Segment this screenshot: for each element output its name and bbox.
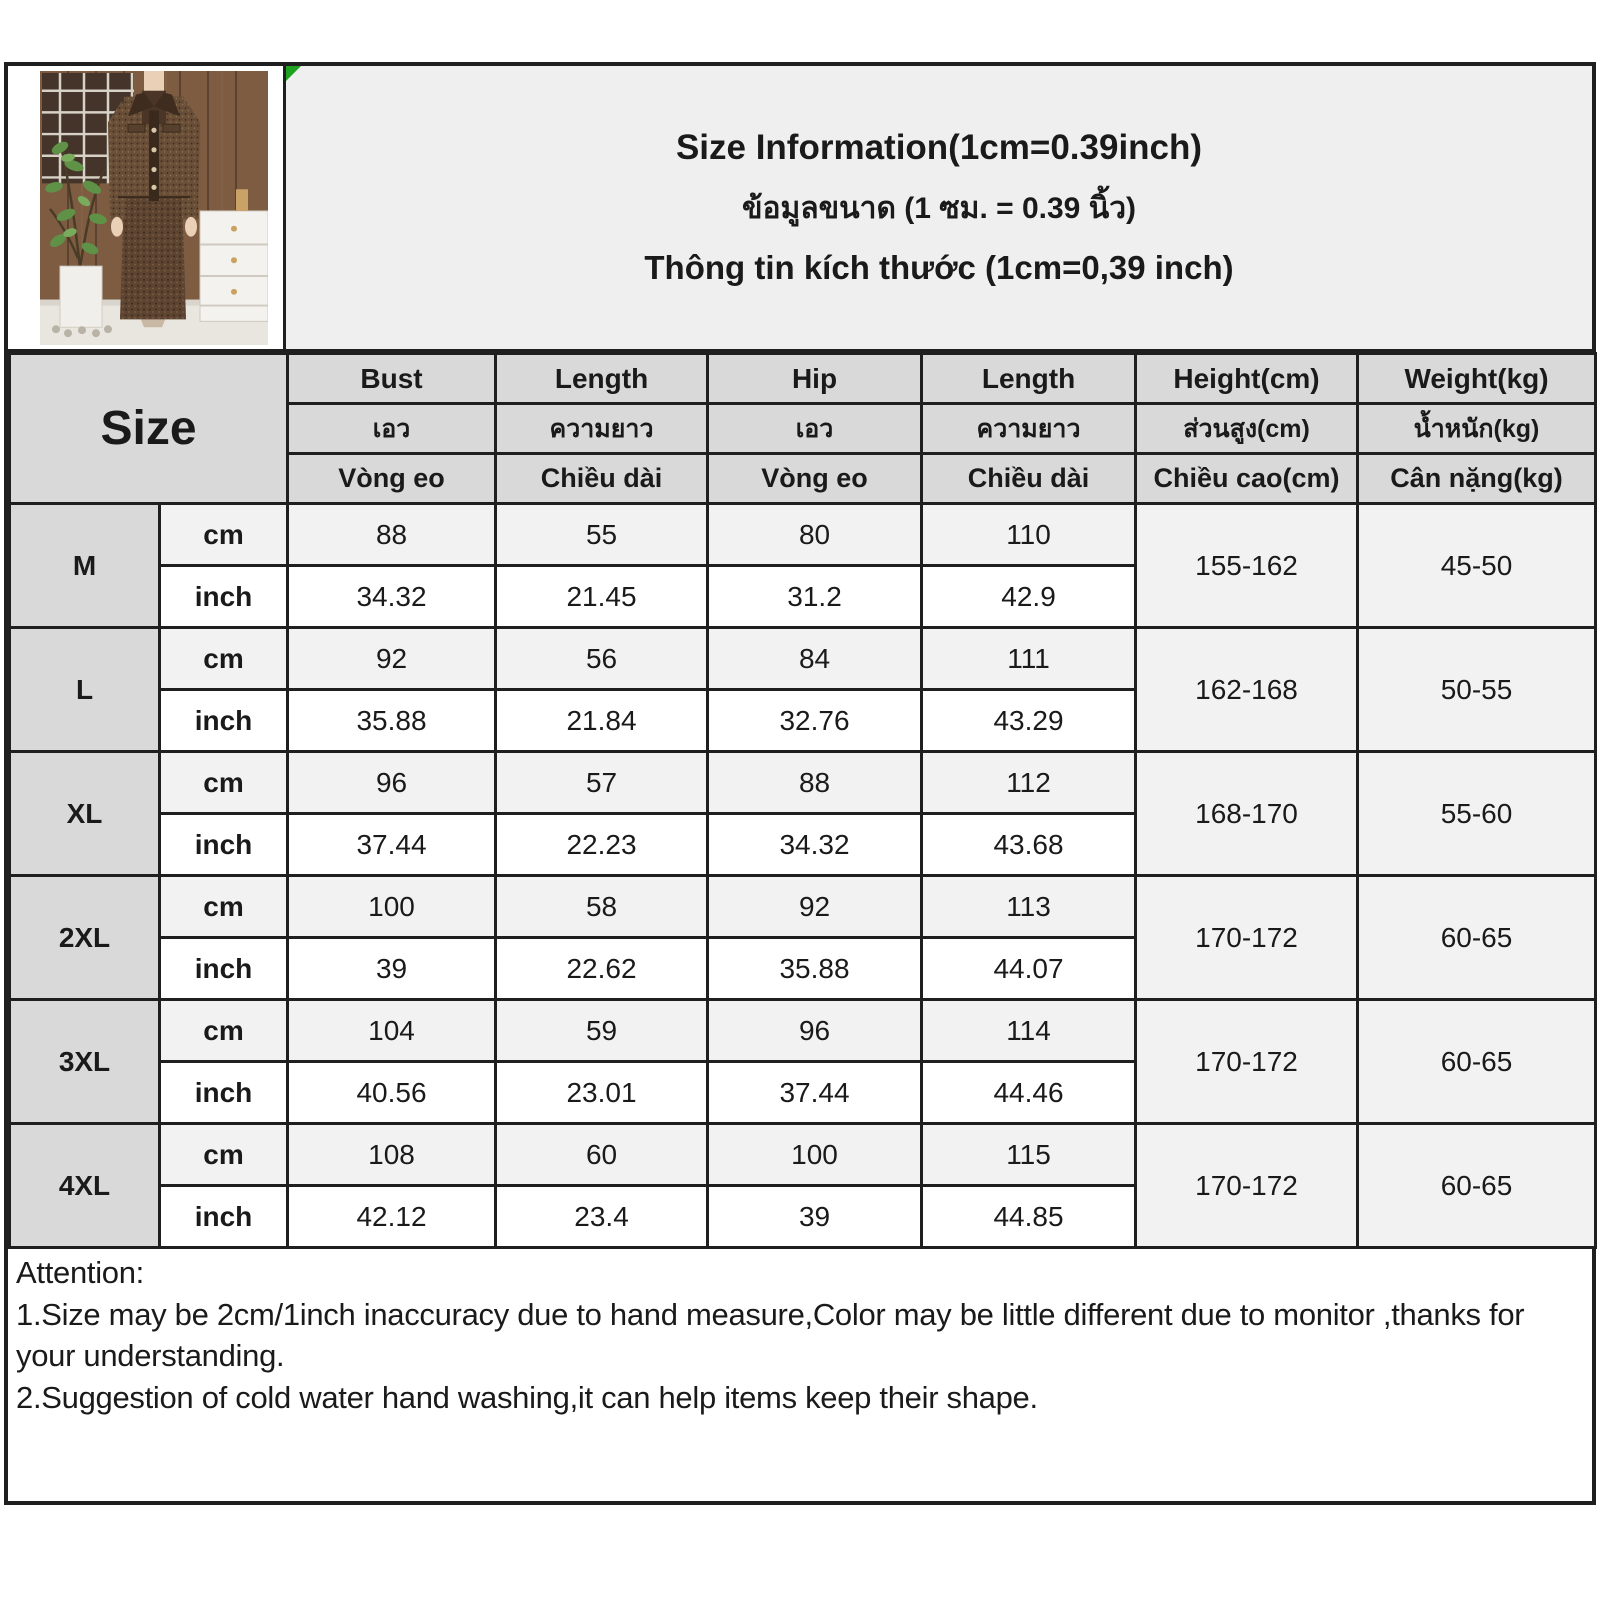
bust-inch-value: 35.88	[288, 690, 496, 752]
size-label-2xl: 2XL	[10, 876, 160, 1000]
hip-cm-value: 88	[708, 752, 922, 814]
hip-inch-value: 32.76	[708, 690, 922, 752]
hip-inch-value: 31.2	[708, 566, 922, 628]
bust-cm-value: 100	[288, 876, 496, 938]
size-label-m: M	[10, 504, 160, 628]
length-2-cm-value: 114	[922, 1000, 1136, 1062]
product-photo-illustration	[40, 71, 268, 345]
length-inch-value: 23.01	[496, 1062, 708, 1124]
attention-title: Attention:	[16, 1255, 144, 1290]
hip-inch-value: 39	[708, 1186, 922, 1248]
bust-cm-value: 108	[288, 1124, 496, 1186]
length-inch-value: 23.4	[496, 1186, 708, 1248]
height-range-value: 155-162	[1136, 504, 1358, 628]
unit-cm-label: cm	[160, 1124, 288, 1186]
unit-inch-label: inch	[160, 690, 288, 752]
height-range-value: 170-172	[1136, 876, 1358, 1000]
column-header-hip-th: เอว	[708, 404, 922, 454]
table-row	[10, 1124, 1596, 1186]
table-row	[10, 876, 1596, 938]
column-header-weight-vi: Cân nặng(kg)	[1358, 454, 1596, 504]
column-header-height: Height(cm)	[1136, 354, 1358, 404]
size-label-l: L	[10, 628, 160, 752]
unit-inch-label: inch	[160, 938, 288, 1000]
hip-inch-value: 37.44	[708, 1062, 922, 1124]
unit-inch-label: inch	[160, 1186, 288, 1248]
table-row	[10, 752, 1596, 814]
table-row	[10, 628, 1596, 690]
length-cm-value: 60	[496, 1124, 708, 1186]
length-cm-value: 58	[496, 876, 708, 938]
height-range-value: 170-172	[1136, 1000, 1358, 1124]
weight-range-value: 60-65	[1358, 876, 1596, 1000]
length-cm-value: 56	[496, 628, 708, 690]
length-2-cm-value: 110	[922, 504, 1136, 566]
column-header-bust: Bust	[288, 354, 496, 404]
hip-cm-value: 96	[708, 1000, 922, 1062]
unit-inch-label: inch	[160, 1062, 288, 1124]
size-label-3xl: 3XL	[10, 1000, 160, 1124]
header-row-english	[10, 354, 1596, 404]
column-header-bust-th: เอว	[288, 404, 496, 454]
weight-range-value: 60-65	[1358, 1124, 1596, 1248]
green-corner-marker-icon	[286, 66, 301, 81]
attention-section	[8, 1249, 1592, 1501]
height-range-value: 162-168	[1136, 628, 1358, 752]
length-cm-value: 59	[496, 1000, 708, 1062]
length-2-cm-value: 111	[922, 628, 1136, 690]
column-header-length-vi: Chiều dài	[496, 454, 708, 504]
weight-range-value: 55-60	[1358, 752, 1596, 876]
unit-cm-label: cm	[160, 752, 288, 814]
length-inch-value: 22.62	[496, 938, 708, 1000]
column-header-length-2: Length	[922, 354, 1136, 404]
length-cm-value: 55	[496, 504, 708, 566]
unit-inch-label: inch	[160, 814, 288, 876]
hip-inch-value: 35.88	[708, 938, 922, 1000]
column-header-length: Length	[496, 354, 708, 404]
length-2-inch-value: 43.68	[922, 814, 1136, 876]
bust-inch-value: 34.32	[288, 566, 496, 628]
title-block	[286, 66, 1592, 349]
length-2-inch-value: 42.9	[922, 566, 1136, 628]
bust-inch-value: 39	[288, 938, 496, 1000]
length-2-cm-value: 115	[922, 1124, 1136, 1186]
column-header-weight: Weight(kg)	[1358, 354, 1596, 404]
table-row	[10, 1000, 1596, 1062]
hip-cm-value: 84	[708, 628, 922, 690]
unit-cm-label: cm	[160, 628, 288, 690]
weight-range-value: 45-50	[1358, 504, 1596, 628]
size-chart-panel	[4, 62, 1596, 1505]
unit-cm-label: cm	[160, 1000, 288, 1062]
weight-range-value: 60-65	[1358, 1000, 1596, 1124]
unit-inch-label: inch	[160, 566, 288, 628]
hip-cm-value: 80	[708, 504, 922, 566]
page-title-vietnamese: Thông tin kích thước (1cm=0,39 inch)	[644, 249, 1234, 286]
bust-inch-value: 37.44	[288, 814, 496, 876]
unit-cm-label: cm	[160, 504, 288, 566]
weight-range-value: 50-55	[1358, 628, 1596, 752]
height-range-value: 170-172	[1136, 1124, 1358, 1248]
column-header-height-th: ส่วนสูง(cm)	[1136, 404, 1358, 454]
height-range-value: 168-170	[1136, 752, 1358, 876]
attention-note-2: 2.Suggestion of cold water hand washing,it can help items keep their shape.	[16, 1379, 1038, 1415]
bust-cm-value: 104	[288, 1000, 496, 1062]
column-header-length-2-vi: Chiều dài	[922, 454, 1136, 504]
product-photo	[8, 66, 286, 349]
length-2-inch-value: 44.07	[922, 938, 1136, 1000]
length-inch-value: 21.45	[496, 566, 708, 628]
length-2-inch-value: 44.46	[922, 1062, 1136, 1124]
hip-cm-value: 100	[708, 1124, 922, 1186]
column-header-height-vi: Chiều cao(cm)	[1136, 454, 1358, 504]
bust-cm-value: 88	[288, 504, 496, 566]
size-label-xl: XL	[10, 752, 160, 876]
bust-cm-value: 92	[288, 628, 496, 690]
column-header-length-2-th: ความยาว	[922, 404, 1136, 454]
column-header-hip: Hip	[708, 354, 922, 404]
hip-inch-value: 34.32	[708, 814, 922, 876]
bust-inch-value: 40.56	[288, 1062, 496, 1124]
size-label-4xl: 4XL	[10, 1124, 160, 1248]
size-column-header: Size	[10, 354, 288, 504]
bust-inch-value: 42.12	[288, 1186, 496, 1248]
length-inch-value: 22.23	[496, 814, 708, 876]
unit-cm-label: cm	[160, 876, 288, 938]
table-row	[10, 504, 1596, 566]
column-header-hip-vi: Vòng eo	[708, 454, 922, 504]
page-title-thai: ข้อมูลขนาด (1 ซม. = 0.39 นิ้ว)	[741, 192, 1137, 225]
column-header-length-th: ความยาว	[496, 404, 708, 454]
column-header-bust-vi: Vòng eo	[288, 454, 496, 504]
bust-cm-value: 96	[288, 752, 496, 814]
hip-cm-value: 92	[708, 876, 922, 938]
length-2-cm-value: 113	[922, 876, 1136, 938]
length-2-cm-value: 112	[922, 752, 1136, 814]
length-cm-value: 57	[496, 752, 708, 814]
size-table	[8, 352, 1597, 1249]
length-2-inch-value: 44.85	[922, 1186, 1136, 1248]
length-inch-value: 21.84	[496, 690, 708, 752]
length-2-inch-value: 43.29	[922, 690, 1136, 752]
column-header-weight-th: น้ำหนัก(kg)	[1358, 404, 1596, 454]
title-band	[8, 66, 1592, 352]
attention-note-1: 1.Size may be 2cm/1inch inaccuracy due to hand measure,Color may be little different due to monitor ,thanks for your understanding.	[16, 1297, 1525, 1373]
page-title: Size Information(1cm=0.39inch)	[675, 128, 1203, 167]
